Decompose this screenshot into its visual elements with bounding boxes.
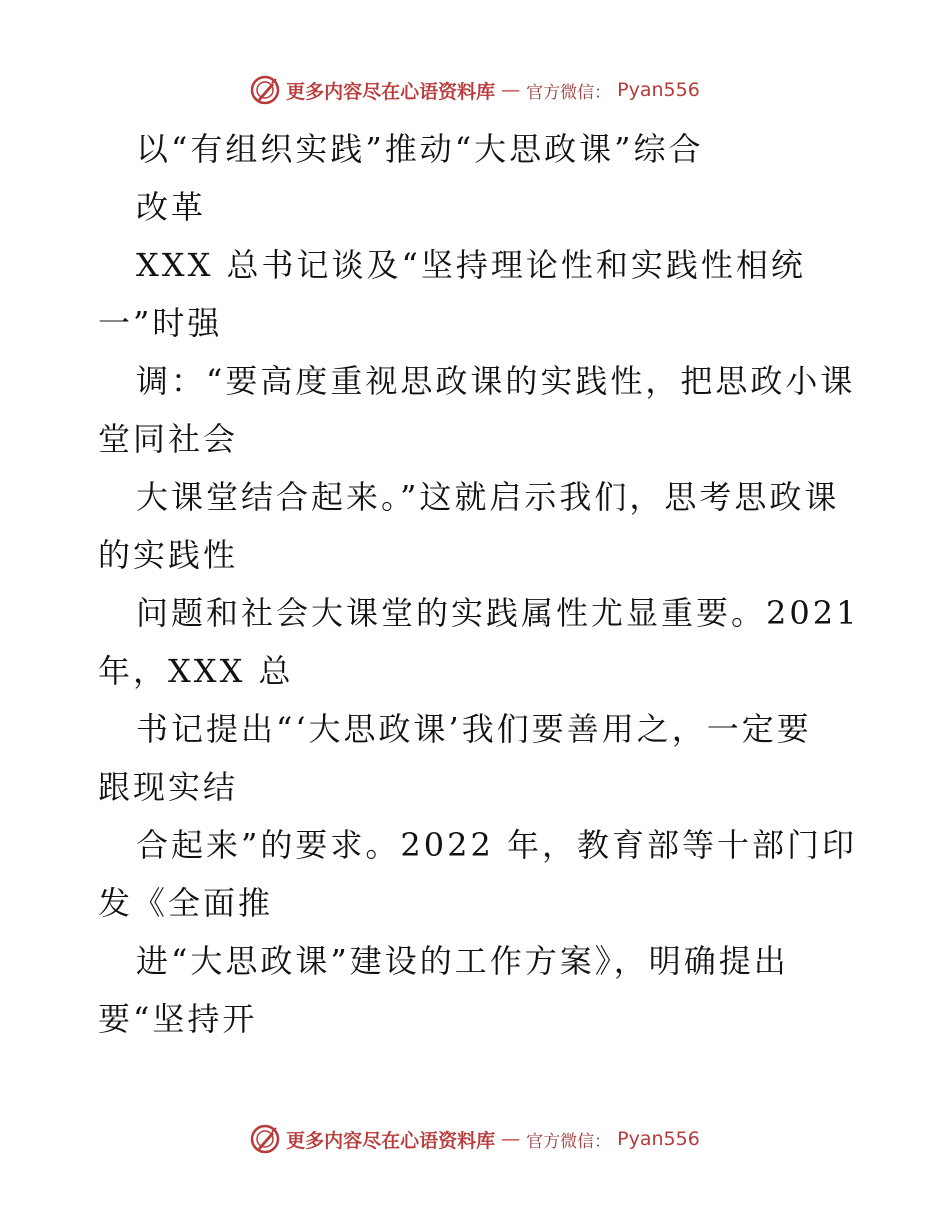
watermark-label: 官方微信：	[526, 82, 612, 103]
watermark-id: Pyan556	[617, 79, 700, 101]
text-line: 要“坚持开	[98, 1000, 258, 1038]
text-line: 合起来”的要求。2022 年，教育部等十部门印	[136, 826, 857, 864]
text-line: 跟现实结	[98, 768, 239, 806]
text-line: 进“大思政课”建设的工作方案》，明确提出	[136, 942, 789, 980]
text-line: 年，XXX 总	[98, 652, 294, 690]
pen-logo-icon	[250, 75, 280, 105]
watermark-id: Pyan556	[617, 1128, 700, 1150]
text-line: 一”时强	[98, 304, 223, 342]
pen-logo-icon	[250, 1124, 280, 1154]
watermark-label: 官方微信：	[526, 1131, 612, 1152]
text-line: XXX 总书记谈及“坚持理论性和实践性相统	[136, 246, 806, 284]
text-line: 发《全面推	[98, 884, 274, 922]
text-line: 问题和社会大课堂的实践属性尤显重要。2021	[136, 594, 860, 632]
watermark-site-text: 更多内容尽在心语资料库	[286, 80, 496, 103]
text-line: 改革	[136, 188, 207, 226]
text-line: 调：“要高度重视思政课的实践性，把思政小课	[136, 362, 856, 400]
watermark-site-text: 更多内容尽在心语资料库	[286, 1129, 496, 1152]
footer-watermark	[0, 1119, 950, 1159]
text-line: 堂同社会	[98, 420, 239, 458]
text-line: 大课堂结合起来。”这就启示我们，思考思政课	[136, 478, 840, 516]
watermark-dash: —	[501, 79, 521, 101]
text-line: 书记提出“‘大思政课’我们要善用之，一定要	[136, 710, 812, 748]
header-watermark	[0, 70, 950, 110]
watermark-dash: —	[501, 1128, 521, 1150]
text-line: 的实践性	[98, 536, 239, 574]
text-line: 以“有组织实践”推动“大思政课”综合	[136, 130, 704, 168]
